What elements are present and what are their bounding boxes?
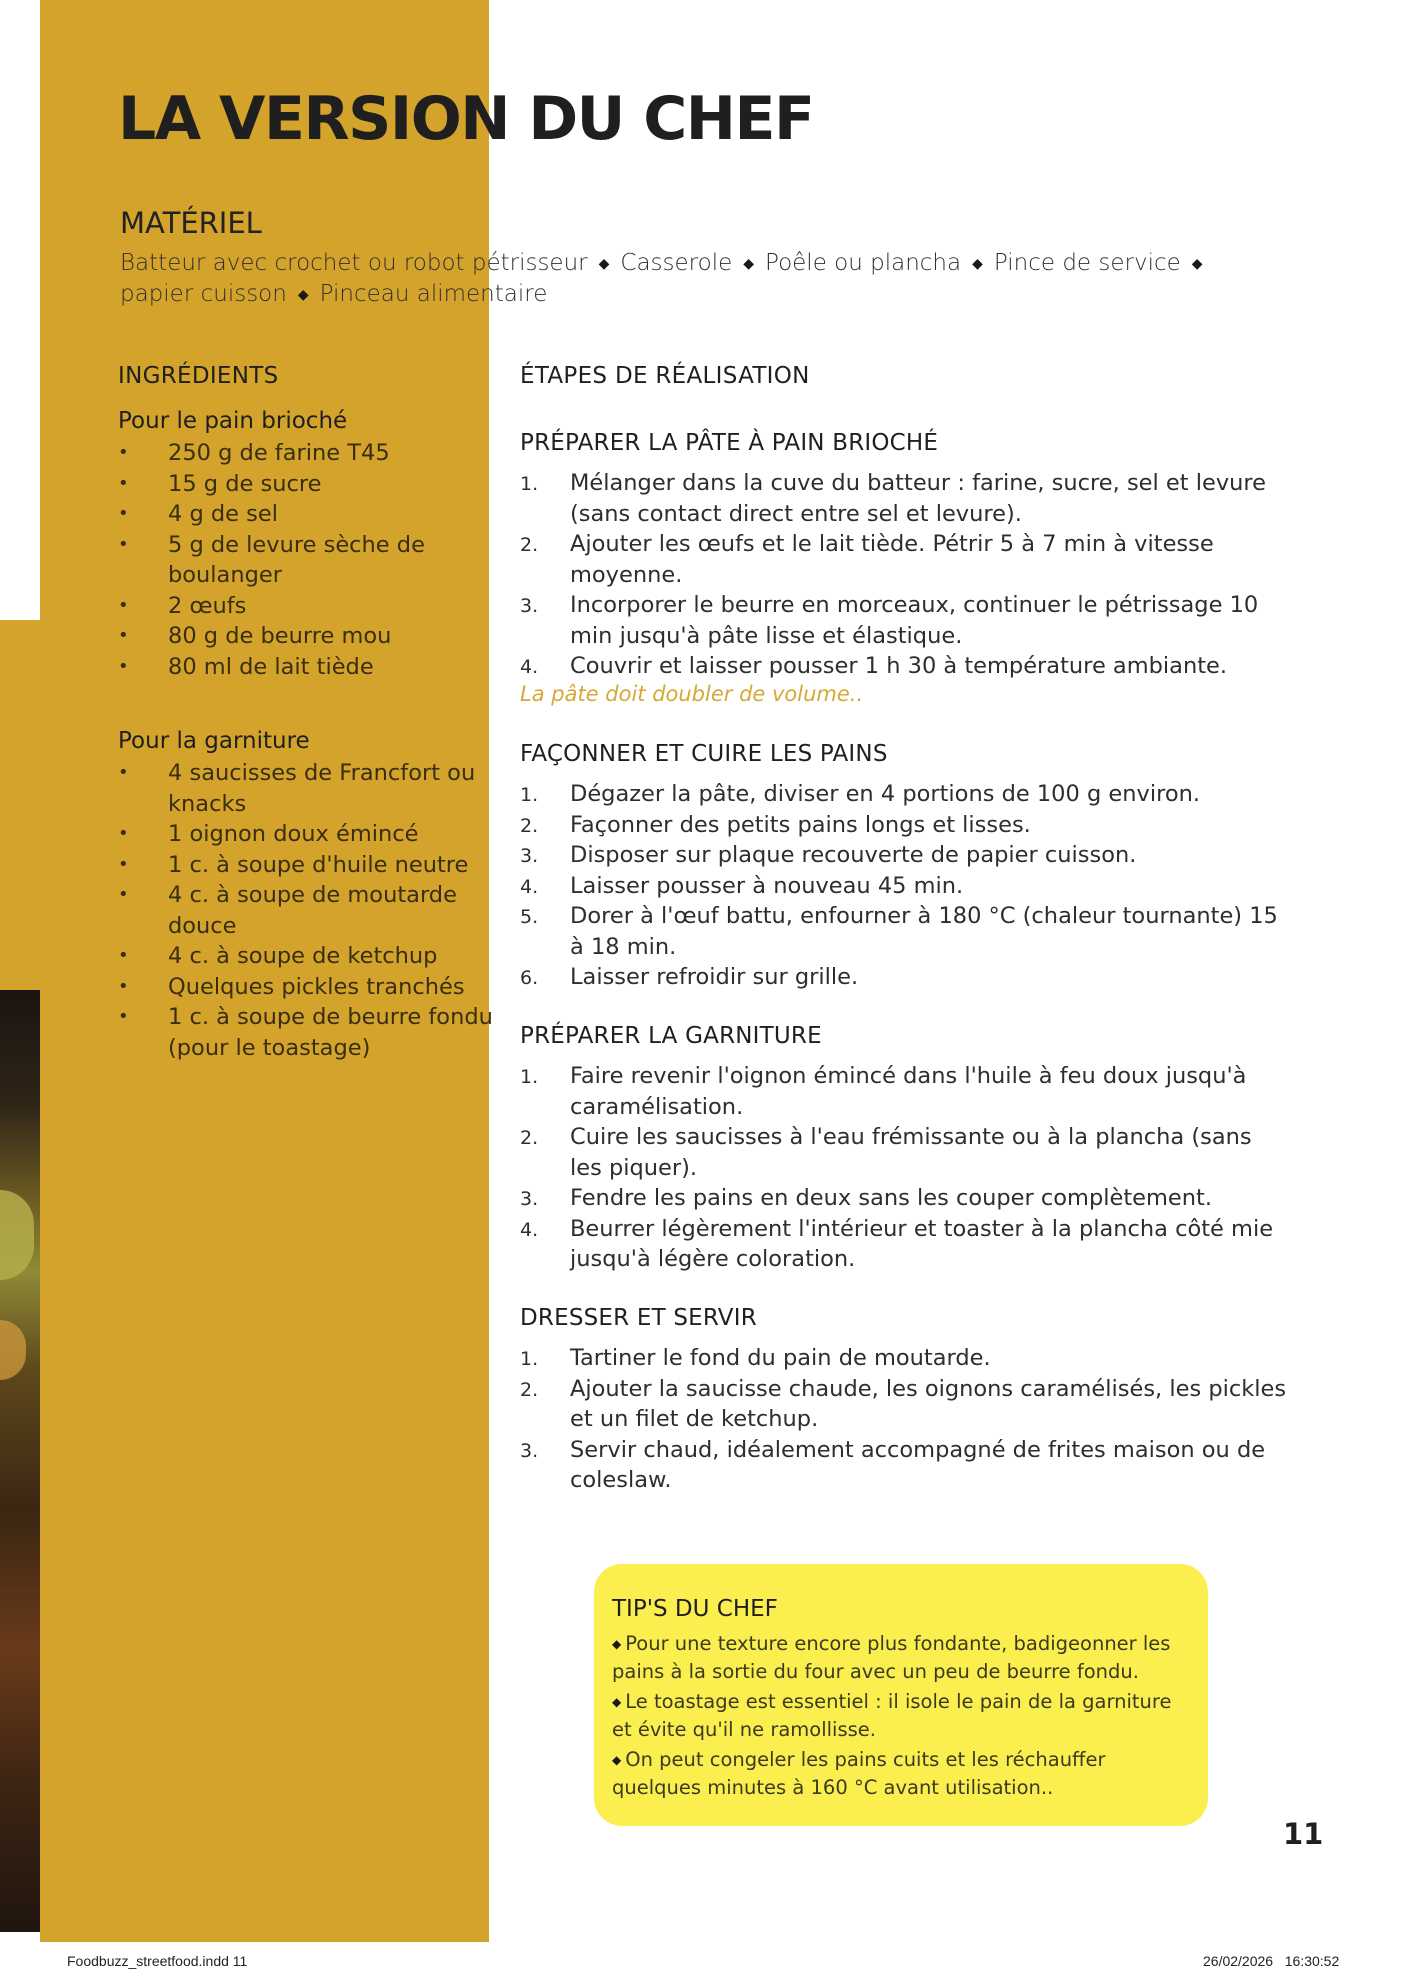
food-photo-strip xyxy=(0,990,40,1932)
ingredient-item: • 4 saucisses de Francfort ou knacks xyxy=(118,758,498,819)
steps-list-pate xyxy=(520,468,1290,682)
ingredient-item: • 4 c. à soupe de ketchup xyxy=(118,941,498,972)
step-number: 1. xyxy=(520,1348,539,1370)
materiel-item: papier cuisson xyxy=(120,281,287,307)
etapes-heading: ÉTAPES DE RÉALISATION xyxy=(520,363,810,389)
step-item xyxy=(520,1343,1290,1374)
ingredient-item: • Quelques pickles tranchés xyxy=(118,972,498,1003)
step-text: Servir chaud, idéalement accompagné de frites maison ou de coleslaw. xyxy=(570,1436,1266,1493)
step-number: 2. xyxy=(520,1127,539,1149)
step-text: Couvrir et laisser pousser 1 h 30 à température ambiante. xyxy=(570,653,1228,679)
step-item xyxy=(520,651,1290,682)
step-item xyxy=(520,962,1290,993)
step-section-title: FAÇONNER ET CUIRE LES PAINS xyxy=(520,741,888,767)
step-text: Cuire les saucisses à l'eau frémissante ou à la plancha (sans les piquer). xyxy=(570,1124,1252,1181)
materiel-item: Poêle ou plancha xyxy=(765,250,962,276)
materiel-item: Batteur avec crochet ou robot pétrisseur xyxy=(120,250,588,276)
ingredients-list-garniture xyxy=(118,758,498,1063)
step-number: 3. xyxy=(520,1188,539,1210)
step-item xyxy=(520,529,1290,590)
step-number: 5. xyxy=(520,906,539,928)
steps-list-garniture xyxy=(520,1061,1290,1275)
diamond-icon: ◆ xyxy=(1191,256,1203,272)
ingredients-group-title: Pour la garniture xyxy=(118,728,310,754)
materiel-heading: MATÉRIEL xyxy=(120,206,262,240)
ingredient-item: • 4 g de sel xyxy=(118,499,498,530)
page-title: LA VERSION DU CHEF xyxy=(118,84,814,154)
tips-heading: TIP'S DU CHEF xyxy=(612,1596,778,1622)
slug-filename: Foodbuzz_streetfood.indd 11 xyxy=(67,1953,248,1969)
step-text: Fendre les pains en deux sans les couper complètement. xyxy=(570,1185,1213,1211)
step-text: Ajouter les œufs et le lait tiède. Pétrir 5 à 7 min à vitesse moyenne. xyxy=(570,531,1214,588)
step-note: La pâte doit doubler de volume.. xyxy=(520,682,864,706)
step-item xyxy=(520,871,1290,902)
materiel-item: Casserole xyxy=(620,250,733,276)
ingredient-item: • 80 g de beurre mou xyxy=(118,621,498,652)
diamond-icon: ◆ xyxy=(297,287,309,303)
step-item xyxy=(520,590,1290,651)
step-number: 4. xyxy=(520,875,539,898)
ingredient-item: • 80 ml de lait tiède xyxy=(118,652,498,683)
step-text: Beurrer légèrement l'intérieur et toaster à la plancha côté mie jusqu'à légère coloration. xyxy=(570,1215,1274,1272)
diamond-icon: ◆ xyxy=(612,1637,622,1651)
step-number: 2. xyxy=(520,814,539,837)
ingredient-item: • 4 c. à soupe de moutarde douce xyxy=(118,880,498,941)
tip-text: On peut congeler les pains cuits et les réchauffer quelques minutes à 160 °C avant utilisation.. xyxy=(612,1748,1106,1799)
chef-tips-box xyxy=(594,1564,1208,1826)
step-item xyxy=(520,1435,1290,1496)
step-item xyxy=(520,1374,1290,1435)
step-item xyxy=(520,840,1290,871)
step-item xyxy=(520,1214,1290,1275)
tip-item xyxy=(612,1630,1197,1686)
step-number: 6. xyxy=(520,967,539,989)
step-section-title: PRÉPARER LA GARNITURE xyxy=(520,1023,822,1049)
step-number: 4. xyxy=(520,656,539,678)
tip-text: Pour une texture encore plus fondante, badigeonner les pains à la sortie du four avec un peu de beurre fondu. xyxy=(612,1632,1171,1683)
step-text: Laisser pousser à nouveau 45 min. xyxy=(570,872,964,899)
step-text: Dégazer la pâte, diviser en 4 portions de 100 g environ. xyxy=(570,781,1200,807)
step-number: 2. xyxy=(520,1378,539,1401)
step-section-title: PRÉPARER LA PÂTE À PAIN BRIOCHÉ xyxy=(520,430,939,456)
step-number: 2. xyxy=(520,534,539,556)
step-number: 1. xyxy=(520,473,539,495)
step-text: Laisser refroidir sur grille. xyxy=(570,964,859,990)
materiel-line-2 xyxy=(120,281,547,307)
step-number: 4. xyxy=(520,1218,539,1241)
step-item xyxy=(520,1061,1290,1122)
step-item xyxy=(520,901,1290,962)
steps-list-dresser xyxy=(520,1343,1290,1496)
ingredient-item: • 5 g de levure sèche de boulanger xyxy=(118,530,498,591)
ingredient-item: • 15 g de sucre xyxy=(118,469,498,500)
step-text: Dorer à l'œuf battu, enfourner à 180 °C (chaleur tournante) 15 à 18 min. xyxy=(570,903,1278,960)
step-item xyxy=(520,1122,1290,1183)
slug-date: 26/02/2026 xyxy=(1203,1953,1274,1969)
slug-time: 16:30:52 xyxy=(1284,1953,1340,1969)
ingredients-list-pain xyxy=(118,438,498,682)
diamond-icon: ◆ xyxy=(972,256,983,272)
ingredients-group-title: Pour le pain brioché xyxy=(118,408,348,434)
page-margin xyxy=(0,0,40,620)
page-number: 11 xyxy=(1283,1817,1324,1851)
materiel-item: Pince de service xyxy=(993,250,1181,276)
step-number: 3. xyxy=(520,1439,539,1462)
ingredient-item: • 1 oignon doux émincé xyxy=(118,819,498,850)
step-text: Tartiner le fond du pain de moutarde. xyxy=(570,1345,991,1371)
step-number: 3. xyxy=(520,595,539,617)
diamond-icon: ◆ xyxy=(598,256,610,272)
tip-item xyxy=(612,1688,1197,1744)
diamond-icon: ◆ xyxy=(612,1753,622,1767)
step-number: 1. xyxy=(520,784,539,806)
step-item xyxy=(520,779,1290,810)
band-extension xyxy=(0,620,40,990)
ingredient-item: • 1 c. à soupe de beurre fondu (pour le toastage) xyxy=(118,1002,498,1063)
step-text: Mélanger dans la cuve du batteur : farine, sucre, sel et levure (sans contact direct entre sel et levure). xyxy=(570,470,1266,527)
diamond-icon: ◆ xyxy=(743,256,755,272)
step-item xyxy=(520,468,1290,529)
step-section-title: DRESSER ET SERVIR xyxy=(520,1305,757,1331)
step-text: Disposer sur plaque recouverte de papier cuisson. xyxy=(570,842,1137,868)
step-text: Ajouter la saucisse chaude, les oignons caramélisés, les pickles et un filet de ketchup. xyxy=(570,1375,1287,1432)
ingredient-item: • 2 œufs xyxy=(118,591,498,622)
ingredients-heading: INGRÉDIENTS xyxy=(118,363,279,389)
step-text: Faire revenir l'oignon émincé dans l'huile à feu doux jusqu'à caramélisation. xyxy=(570,1063,1247,1120)
ingredient-item: • 1 c. à soupe d'huile neutre xyxy=(118,850,498,881)
step-item xyxy=(520,810,1290,841)
step-text: Incorporer le beurre en morceaux, continuer le pétrissage 10 min jusqu'à pâte lisse et élastique. xyxy=(570,592,1259,649)
steps-list-cuisson xyxy=(520,779,1290,993)
ingredient-item: • 250 g de farine T45 xyxy=(118,438,498,469)
step-number: 1. xyxy=(520,1066,539,1088)
materiel-item: Pinceau alimentaire xyxy=(319,281,548,307)
materiel-line-1 xyxy=(120,250,1214,276)
tip-item xyxy=(612,1746,1197,1802)
slug-datetime xyxy=(1203,1953,1339,1969)
diamond-icon: ◆ xyxy=(612,1695,622,1709)
step-text: Façonner des petits pains longs et lisses. xyxy=(570,811,1031,838)
step-number: 3. xyxy=(520,845,539,867)
step-item xyxy=(520,1183,1290,1214)
tip-text: Le toastage est essentiel : il isole le pain de la garniture et évite qu'il ne ramollisse. xyxy=(612,1690,1172,1741)
